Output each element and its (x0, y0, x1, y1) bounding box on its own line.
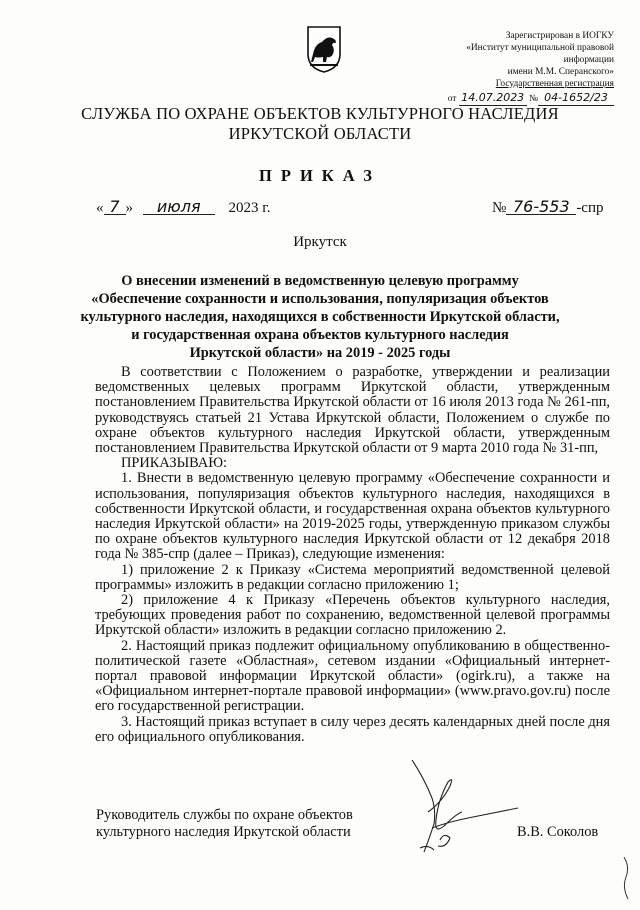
registration-line: имени М.М. Сперанского» (507, 67, 614, 77)
registration-line: Государственная регистрация (495, 79, 614, 89)
page-corner-mark (620, 855, 634, 905)
title-line: Иркутской области» на 2019 - 2025 годы (189, 345, 451, 361)
coat-of-arms-emblem (305, 24, 343, 74)
registration-number-sign: № (529, 94, 538, 104)
title-line: «Обеспечение сохранности и использования, популяризация объектов (91, 291, 549, 307)
registration-number: 04-1652/23 (538, 90, 614, 106)
item-1-paragraph: 1. Внести в ведомственную целевую программу «Обеспечение сохранности и использования, популяризация объектов культурного наследия, находящихся в собственности Иркутской области, и государственная охрана объектов культурного наследия Иркутской области» на 2019-2025 годы, утвержденную приказом службы по охране объектов культурного наследия Иркутской области от 12 декабря 2018 года № 385-спр (далее – Приказ), следующие изменения: (95, 470, 610, 563)
number-suffix: -спр (576, 200, 604, 216)
document-number (492, 199, 604, 217)
date-day: 7 (104, 199, 126, 215)
order-number: 76-553 (506, 199, 576, 215)
item-1-1-paragraph: 1) приложение 2 к Приказу «Система мероприятий ведомственной целевой программы» изложить в редакции согласно приложению 1; (95, 561, 610, 593)
org-name-line-2: ИРКУТСКОЙ ОБЛАСТИ (228, 124, 412, 143)
document-type-heading: ПРИКАЗ (259, 166, 381, 185)
city-name: Иркутск (293, 234, 347, 250)
handwritten-signature (398, 752, 548, 862)
date-month: июля (143, 199, 215, 215)
position-line: Руководитель службы по охране объектов (96, 807, 353, 823)
title-line: О внесении изменений в ведомственную целевую программу (121, 273, 519, 289)
org-name-line-1: СЛУЖБА ПО ОХРАНЕ ОБЪЕКТОВ КУЛЬТУРНОГО НАСЛЕДИЯ (81, 104, 559, 123)
date-quote-open: « (96, 200, 104, 216)
registration-from-label: от (447, 94, 457, 104)
number-sign: № (492, 200, 507, 216)
signatory-name: В.В. Соколов (517, 824, 599, 840)
preamble-paragraph: В соответствии с Положением о разработке, утверждении и реализации ведомственных целевых программ Иркутской области, утвержденным постановлением Правительства Иркутской области от 16 июля 2013 года № 261-пп, руководствуясь статьей 21 Устава Иркутской области, Положением о службе по охране объектов культурного наследия Иркутской области, утвержденным постановлением Правительства Иркутской области от 9 марта 2010 года № 31-пп, (95, 364, 610, 457)
registration-line: «Институт муниципальной правовой информации (466, 43, 614, 65)
title-line: культурного наследия, находящихся в собственности Иркутской области, (80, 309, 560, 325)
registration-date: 14.07.2023 (459, 90, 527, 106)
item-3-paragraph: 3. Настоящий приказ вступает в силу через десять календарных дней после дня его официального опубликования. (95, 713, 610, 745)
document-body (95, 365, 610, 745)
item-1-2-paragraph: 2) приложение 4 к Приказу «Перечень объектов культурного наследия, требующих проведения работ по сохранению, ведомственной целевой программы Иркутской области» изложить в редакции согласно приложению 2. (95, 592, 610, 639)
signatory-position (96, 807, 353, 841)
document-title (80, 272, 560, 362)
registration-stamp (416, 30, 614, 106)
registration-line: Зарегистрирован в ИОГКУ (505, 31, 614, 41)
position-line: культурного наследия Иркутской области (96, 824, 351, 840)
title-line: и государственная охрана объектов культурного наследия (131, 327, 509, 343)
order-word: ПРИКАЗЫВАЮ: (121, 455, 228, 472)
document-date (96, 199, 270, 217)
date-year: 2023 г. (228, 200, 271, 216)
date-quote-close: » (125, 200, 133, 216)
item-2-paragraph: 2. Настоящий приказ подлежит официальному опубликованию в общественно-политической газете «Областная», сетевом издании «Официальный интернет-портал правовой информации Иркутской области» (ogirk.ru), а также на «Официальном интернет-портале правовой информации» (www.pravo.gov.ru) после его государственной регистрации. (95, 637, 610, 715)
